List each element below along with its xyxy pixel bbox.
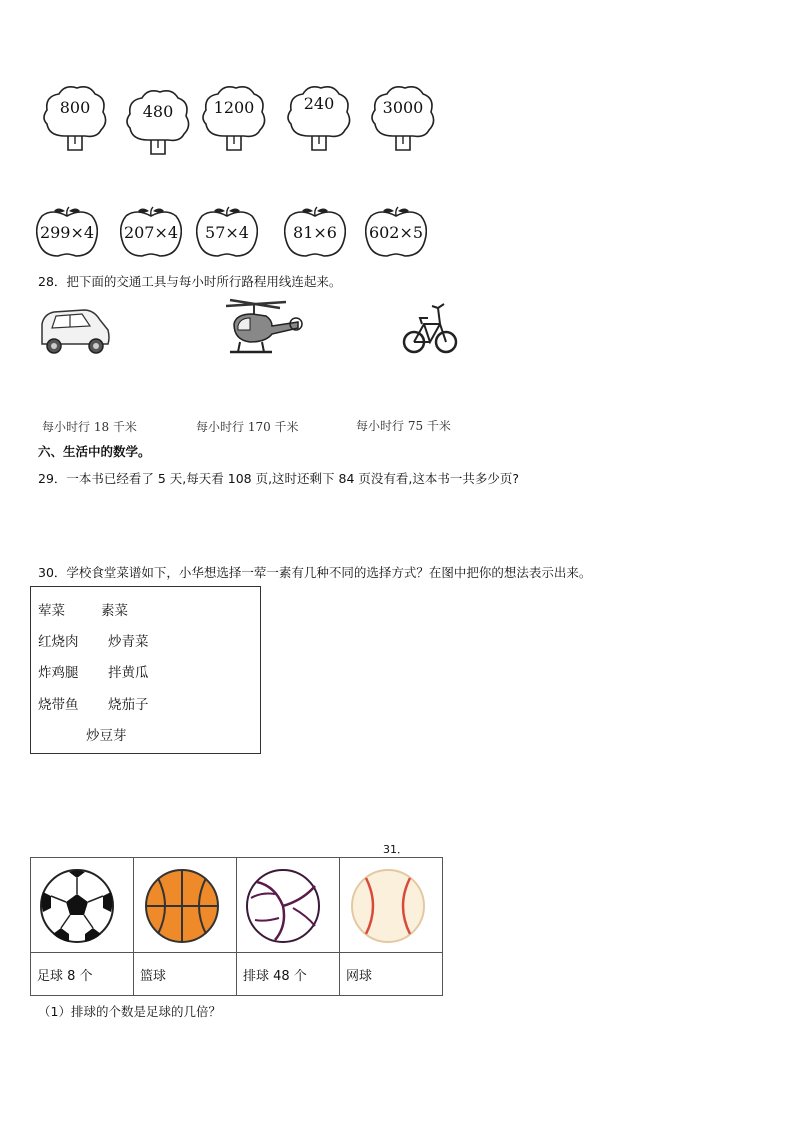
tree-number: 480 (142, 102, 174, 121)
tree-number: 1200 (213, 98, 255, 117)
baseball-icon (350, 868, 426, 944)
apple-expression: 602×5 (368, 223, 424, 242)
ball-label: 足球 8 个 (31, 953, 134, 996)
apple-card (196, 206, 258, 258)
menu-veg-item: 炒青菜 (108, 634, 149, 650)
ball-cell (31, 858, 134, 953)
speed-label: 每小时行 18 千米 (42, 420, 137, 434)
apple-card (120, 206, 182, 258)
menu-header-veg: 素菜 (101, 603, 128, 619)
tree-card (202, 84, 266, 154)
ball-label: 篮球 (134, 953, 237, 996)
ball-label: 排球 48 个 (237, 953, 340, 996)
apple-expression: 207×4 (123, 223, 179, 242)
question-28: 28．把下面的交通工具与每小时所行路程用线连起来。 (38, 274, 342, 289)
section-heading: 六、生活中的数学。 (38, 444, 151, 459)
apple-card (284, 206, 346, 258)
apple-expression: 57×4 (205, 223, 249, 242)
menu-header-meat: 荤菜 (38, 603, 65, 619)
tree-number: 800 (59, 98, 91, 117)
ball-cell (237, 858, 340, 953)
car-icon (38, 306, 112, 356)
menu-veg-item: 拌黄瓜 (108, 665, 149, 681)
speed-label: 每小时行 75 千米 (356, 419, 451, 433)
ball-cell (134, 858, 237, 953)
menu-meat-item: 炸鸡腿 (38, 665, 79, 681)
tree-card (287, 84, 351, 154)
apple-expression: 299×4 (39, 223, 95, 242)
helicopter-icon (216, 298, 304, 360)
tree-number: 240 (303, 94, 335, 113)
menu-veg-item: 炒豆芽 (86, 728, 127, 744)
menu-meat-item: 烧带鱼 (38, 697, 79, 713)
bicycle-icon (402, 300, 458, 360)
soccer-ball-icon (39, 868, 115, 944)
question-30: 30．学校食堂菜谱如下，小华想选择一荤一素有几种不同的选择方式？在图中把你的想法表示出来。 (38, 565, 592, 580)
speed-label: 每小时行 170 千米 (196, 420, 299, 434)
tree-card (126, 88, 190, 158)
question-31-part-1: （1）排球的个数是足球的几倍？ (38, 1004, 221, 1019)
basketball-icon (144, 868, 220, 944)
tree-number: 3000 (382, 98, 424, 117)
tree-card (43, 84, 107, 154)
question-31-number: 31． (383, 843, 408, 856)
balls-table (30, 857, 443, 996)
ball-label: 网球 (340, 953, 443, 996)
apple-card (36, 206, 98, 258)
menu-veg-item: 烧茄子 (108, 697, 149, 713)
ball-cell (340, 858, 443, 953)
question-29: 29．一本书已经看了 5 天,每天看 108 页,这时还剩下 84 页没有看,这本书一共多少页? (38, 471, 520, 486)
apple-expression: 81×6 (293, 223, 337, 242)
menu-meat-item: 红烧肉 (38, 634, 79, 650)
menu-box (30, 586, 261, 754)
tree-card (371, 84, 435, 154)
volleyball-icon (245, 868, 321, 944)
apple-card (365, 206, 427, 258)
